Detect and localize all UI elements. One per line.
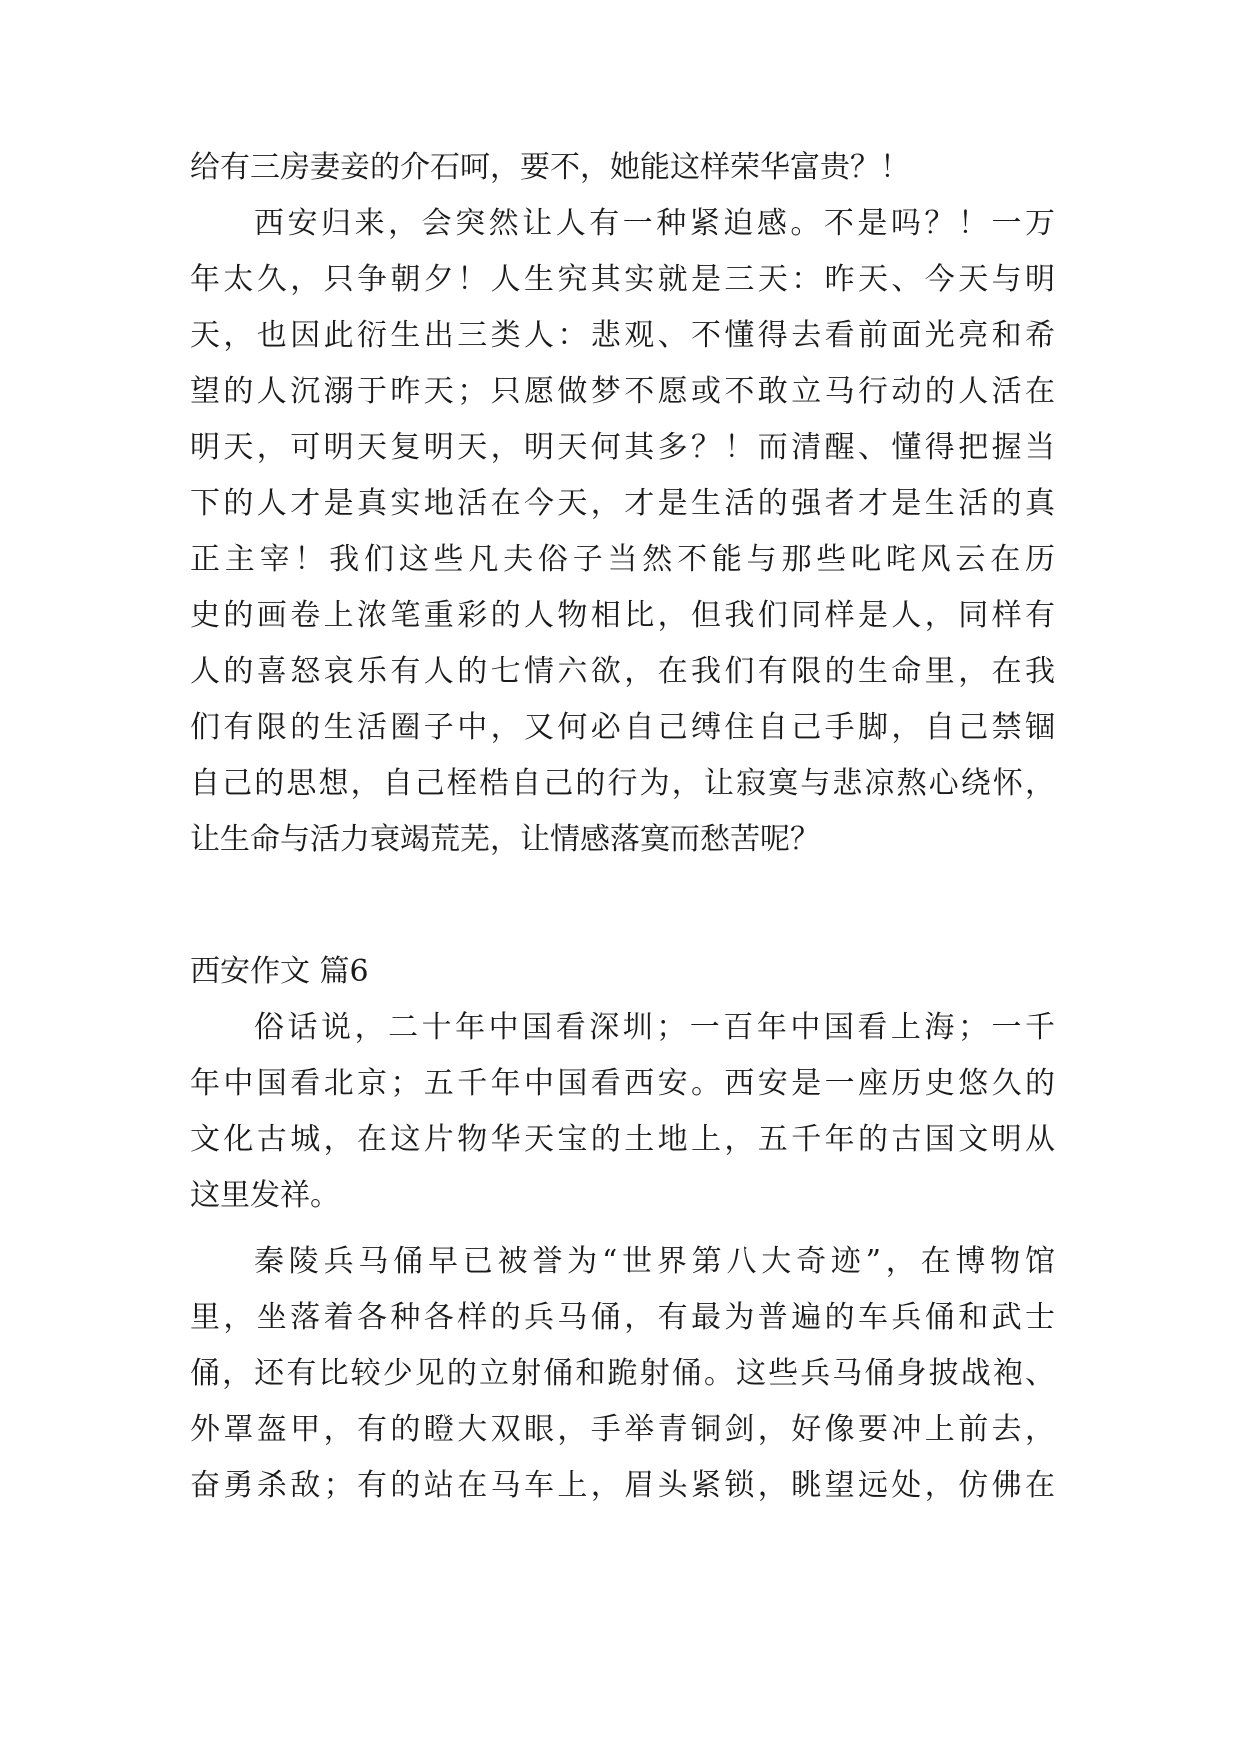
paragraph-line: 俑，还有比较少见的立射俑和跪射俑。这些兵马俑身披战袍、 <box>190 1356 1055 1391</box>
paragraph-line: 里，坐落着各种各样的兵马俑，有最为普遍的车兵俑和武士 <box>190 1300 1055 1335</box>
paragraph-line: 望的人沉溺于昨天；只愿做梦不愿或不敢立马行动的人活在 <box>190 374 1055 409</box>
paragraph-line: 文化古城，在这片物华天宝的土地上，五千年的古国文明从 <box>190 1122 1055 1157</box>
paragraph-line: 们有限的生活圈子中，又何必自己缚住自己手脚，自己禁锢 <box>190 710 1055 745</box>
paragraph-line: 这里发祥。 <box>190 1178 340 1213</box>
paragraph-line: 天，也因此衍生出三类人：悲观、不懂得去看前面光亮和希 <box>190 318 1055 353</box>
paragraph-line: 明天，可明天复明天，明天何其多？！而清醒、懂得把握当 <box>190 430 1055 465</box>
paragraph-line: 俗话说，二十年中国看深圳；一百年中国看上海；一千 <box>254 1010 1055 1045</box>
paragraph-line: 史的画卷上浓笔重彩的人物相比，但我们同样是人，同样有 <box>190 598 1055 633</box>
section-heading: 西安作文 篇6 <box>190 954 369 989</box>
paragraph-line: 西安归来，会突然让人有一种紧迫感。不是吗？！一万 <box>254 206 1055 241</box>
paragraph-line: 年太久，只争朝夕！人生究其实就是三天：昨天、今天与明 <box>190 262 1055 297</box>
paragraph-line: 让生命与活力衰竭荒芜，让情感落寞而愁苦呢？ <box>190 822 820 857</box>
continuation-line: 给有三房妻妾的介石呵，要不，她能这样荣华富贵？！ <box>190 150 910 185</box>
paragraph-line: 秦陵兵马俑早已被誉为“世界第八大奇迹”，在博物馆 <box>254 1244 1055 1279</box>
paragraph-line: 下的人才是真实地活在今天，才是生活的强者才是生活的真 <box>190 486 1055 521</box>
paragraph-line: 外罩盔甲，有的瞪大双眼，手举青铜剑，好像要冲上前去， <box>190 1412 1055 1447</box>
paragraph-line: 年中国看北京；五千年中国看西安。西安是一座历史悠久的 <box>190 1066 1055 1101</box>
paragraph-line: 人的喜怒哀乐有人的七情六欲，在我们有限的生命里，在我 <box>190 654 1055 689</box>
paragraph-line: 正主宰！我们这些凡夫俗子当然不能与那些叱咤风云在历 <box>190 542 1055 577</box>
paragraph-line: 自己的思想，自己桎梏自己的行为，让寂寞与悲凉熬心绕怀， <box>190 766 1055 801</box>
paragraph-line: 奋勇杀敌；有的站在马车上，眉头紧锁，眺望远处，仿佛在 <box>190 1468 1055 1503</box>
